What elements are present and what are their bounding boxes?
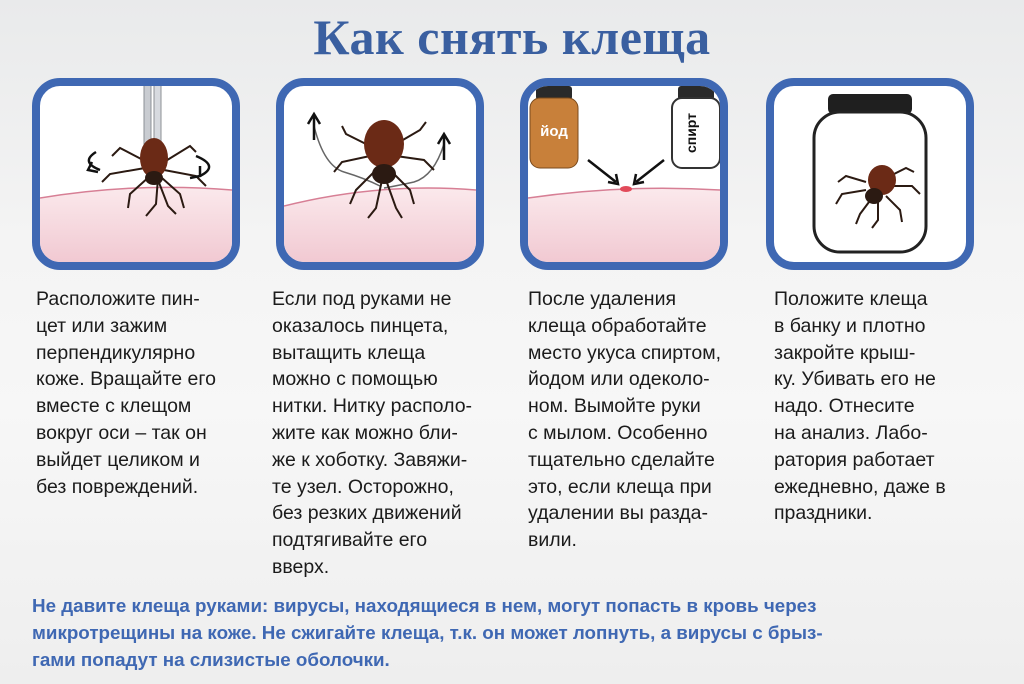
illustration-jar <box>766 78 974 270</box>
step-1-text: Расположите пин- цет или зажим перпендикулярно коже. Вращайте его вместе с клещом вокруг оси – так он выйдет целиком и без повреждений. <box>36 288 216 498</box>
disinfect-bottles-icon <box>528 86 720 262</box>
illustration-thread <box>276 78 484 270</box>
tweezers-tick-icon <box>40 86 232 262</box>
illustration-disinfect <box>520 78 728 270</box>
iodine-label: йод <box>540 123 568 140</box>
step-2-text: Если под руками не оказалось пинцета, вытащить клеща можно с помощью нитки. Нитку располо- жите как можно бли- же к хоботку. Завяжи- те узел. Осторожно, без резких движений подтягивайте его вверх. <box>272 288 473 578</box>
alcohol-label: спирт <box>683 112 699 154</box>
warning-text: Не давите клеща руками: вирусы, находящиеся в нем, могут попасть в кровь через микротрещины на коже. Не сжигайте клеща, т.к. он может лопнуть, а вирусы с брыз- гами попадут на слизистые оболочки. <box>32 595 823 670</box>
step-3-text: После удаления клеща обработайте место укуса спиртом, йодом или одеколо- ном. Вымойте руки с мылом. Особенно тщательно сделайте это, если клеща при удалении вы разда- вили. <box>528 288 722 552</box>
page-title: Как снять клеща <box>313 9 711 65</box>
illustration-tweezers <box>32 78 240 270</box>
step-4-text: Положите клеща в банку и плотно закройте крыш- ку. Убивать его не надо. Отнесите на анализ. Лабо- ратория работает ежедневно, даже в праздники. <box>774 288 946 525</box>
jar-tick-icon <box>774 86 966 262</box>
thread-tick-icon <box>284 86 476 262</box>
